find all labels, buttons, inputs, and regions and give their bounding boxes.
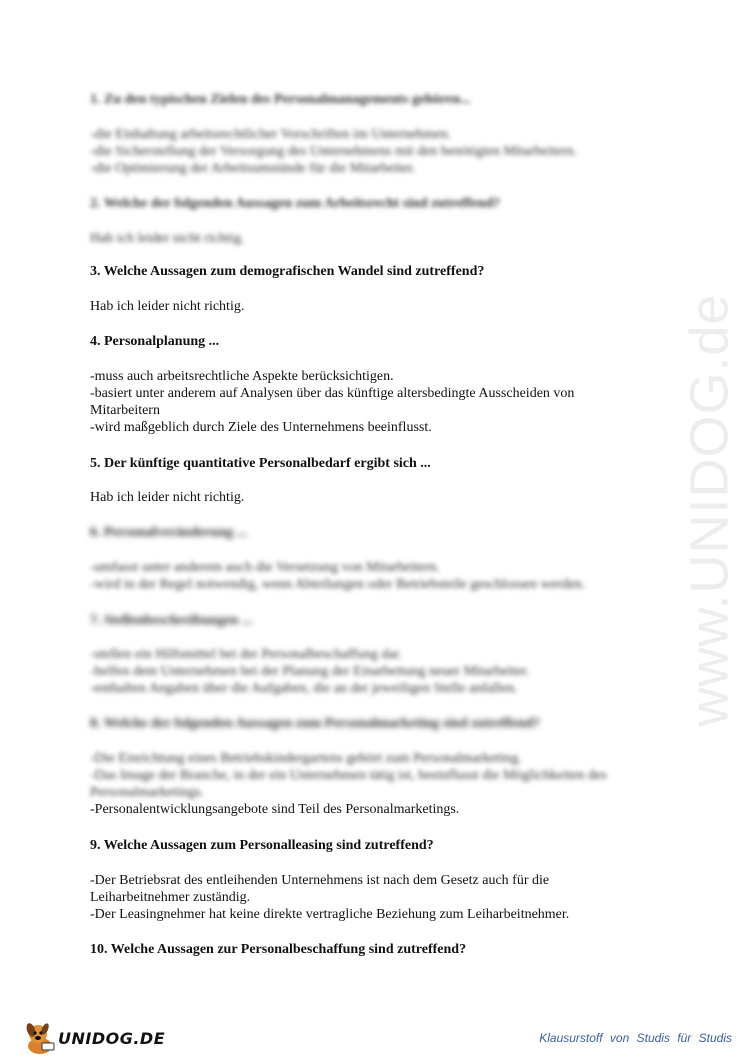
question-1-answer-2: -die Sicherstellung der Versorgung des Unternehmens mit den benötigten Mitarbeitern. (90, 144, 578, 159)
question-5-answer-1: Hab ich leider nicht richtig. (90, 490, 245, 505)
question-7-answer-1: -stellen ein Hilfsmittel bei der Personalbeschaffung dar. (90, 647, 402, 662)
question-6-title: 6. Personalveränderung ... (90, 525, 248, 540)
question-8-answer-2: -Das Image der Branche, in der ein Unternehmen tätig ist, beeinflusst die Möglichkeiten des (90, 768, 607, 783)
question-1-answer-1: -die Einhaltung arbeitsrechtlicher Vorschriften im Unternehmen. (90, 127, 452, 142)
question-8-title: 8. Welche der folgenden Aussagen zum Personalmarketing sind zutreffend? (90, 716, 540, 731)
question-6-answer-2: -wird in der Regel notwendig, wenn Abteilungen oder Betriebsteile geschlossen werden. (90, 577, 586, 592)
question-7-answer-2: -helfen dem Unternehmen bei der Planung der Einarbeitung neuer Mitarbeiter. (90, 664, 530, 679)
question-4-answer-4: -wird maßgeblich durch Ziele des Unternehmens beeinflusst. (90, 420, 432, 435)
dog-mascot-icon (22, 1020, 58, 1056)
question-1-title: 1. Zu den typischen Zielen des Personalmanagements gehören... (90, 92, 471, 107)
question-5-title: 5. Der künftige quantitative Personalbedarf ergibt sich ... (90, 456, 431, 471)
unidog-logo (22, 1020, 172, 1056)
question-10-title: 10. Welche Aussagen zur Personalbeschaffung sind zutreffend? (90, 942, 467, 957)
question-2-answer-1: Hab ich leider nicht richtig. (90, 231, 245, 246)
logo-text: UNIDOG.DE (58, 1029, 166, 1048)
question-7-title: 7. Stellenbeschreibungen ... (90, 613, 253, 628)
question-9-answer-1: -Der Betriebsrat des entleihenden Unternehmens ist nach dem Gesetz auch für die (90, 873, 550, 888)
question-8-answer-1: -Die Einrichtung eines Betriebskindergartens gehört zum Personalmarketing. (90, 751, 522, 766)
question-9-answer-2: Leiharbeitnehmer zuständig. (90, 890, 251, 905)
question-3-title: 3. Welche Aussagen zum demografischen Wandel sind zutreffend? (90, 264, 485, 279)
question-4-answer-1: -muss auch arbeitsrechtliche Aspekte berücksichtigen. (90, 369, 394, 384)
question-9-answer-3: -Der Leasingnehmer hat keine direkte vertragliche Beziehung zum Leiharbeitnehmer. (90, 907, 570, 922)
question-3-answer-1: Hab ich leider nicht richtig. (90, 299, 245, 314)
footer-slogan: Klausurstoff von Studis für Studis (539, 1031, 732, 1045)
question-7-answer-3: -enthalten Angaben über die Aufgaben, die an der jeweiligen Stelle anfallen. (90, 681, 518, 696)
watermark (655, 280, 750, 740)
question-4-title: 4. Personalplanung ... (90, 334, 220, 349)
question-8-answer-4: -Personalentwicklungsangebote sind Teil des Personalmarketings. (90, 802, 460, 817)
watermark-text: www.UNIDOG.de (680, 293, 740, 727)
question-8-answer-3: Personalmarketings. (90, 785, 204, 800)
question-1-answer-3: -die Optimierung der Arbeitsumstände für die Mitarbeiter. (90, 161, 416, 176)
question-6-answer-1: -umfasst unter anderem auch die Versetzung von Mitarbeitern. (90, 560, 440, 575)
question-4-answer-3: Mitarbeitern (90, 403, 160, 418)
question-2-title: 2. Welche der folgenden Aussagen zum Arbeitsrecht sind zutreffend? (90, 196, 501, 211)
question-4-answer-2: -basiert unter anderem auf Analysen über das künftige altersbedingte Ausscheiden von (90, 386, 575, 401)
question-9-title: 9. Welche Aussagen zum Personalleasing sind zutreffend? (90, 838, 434, 853)
